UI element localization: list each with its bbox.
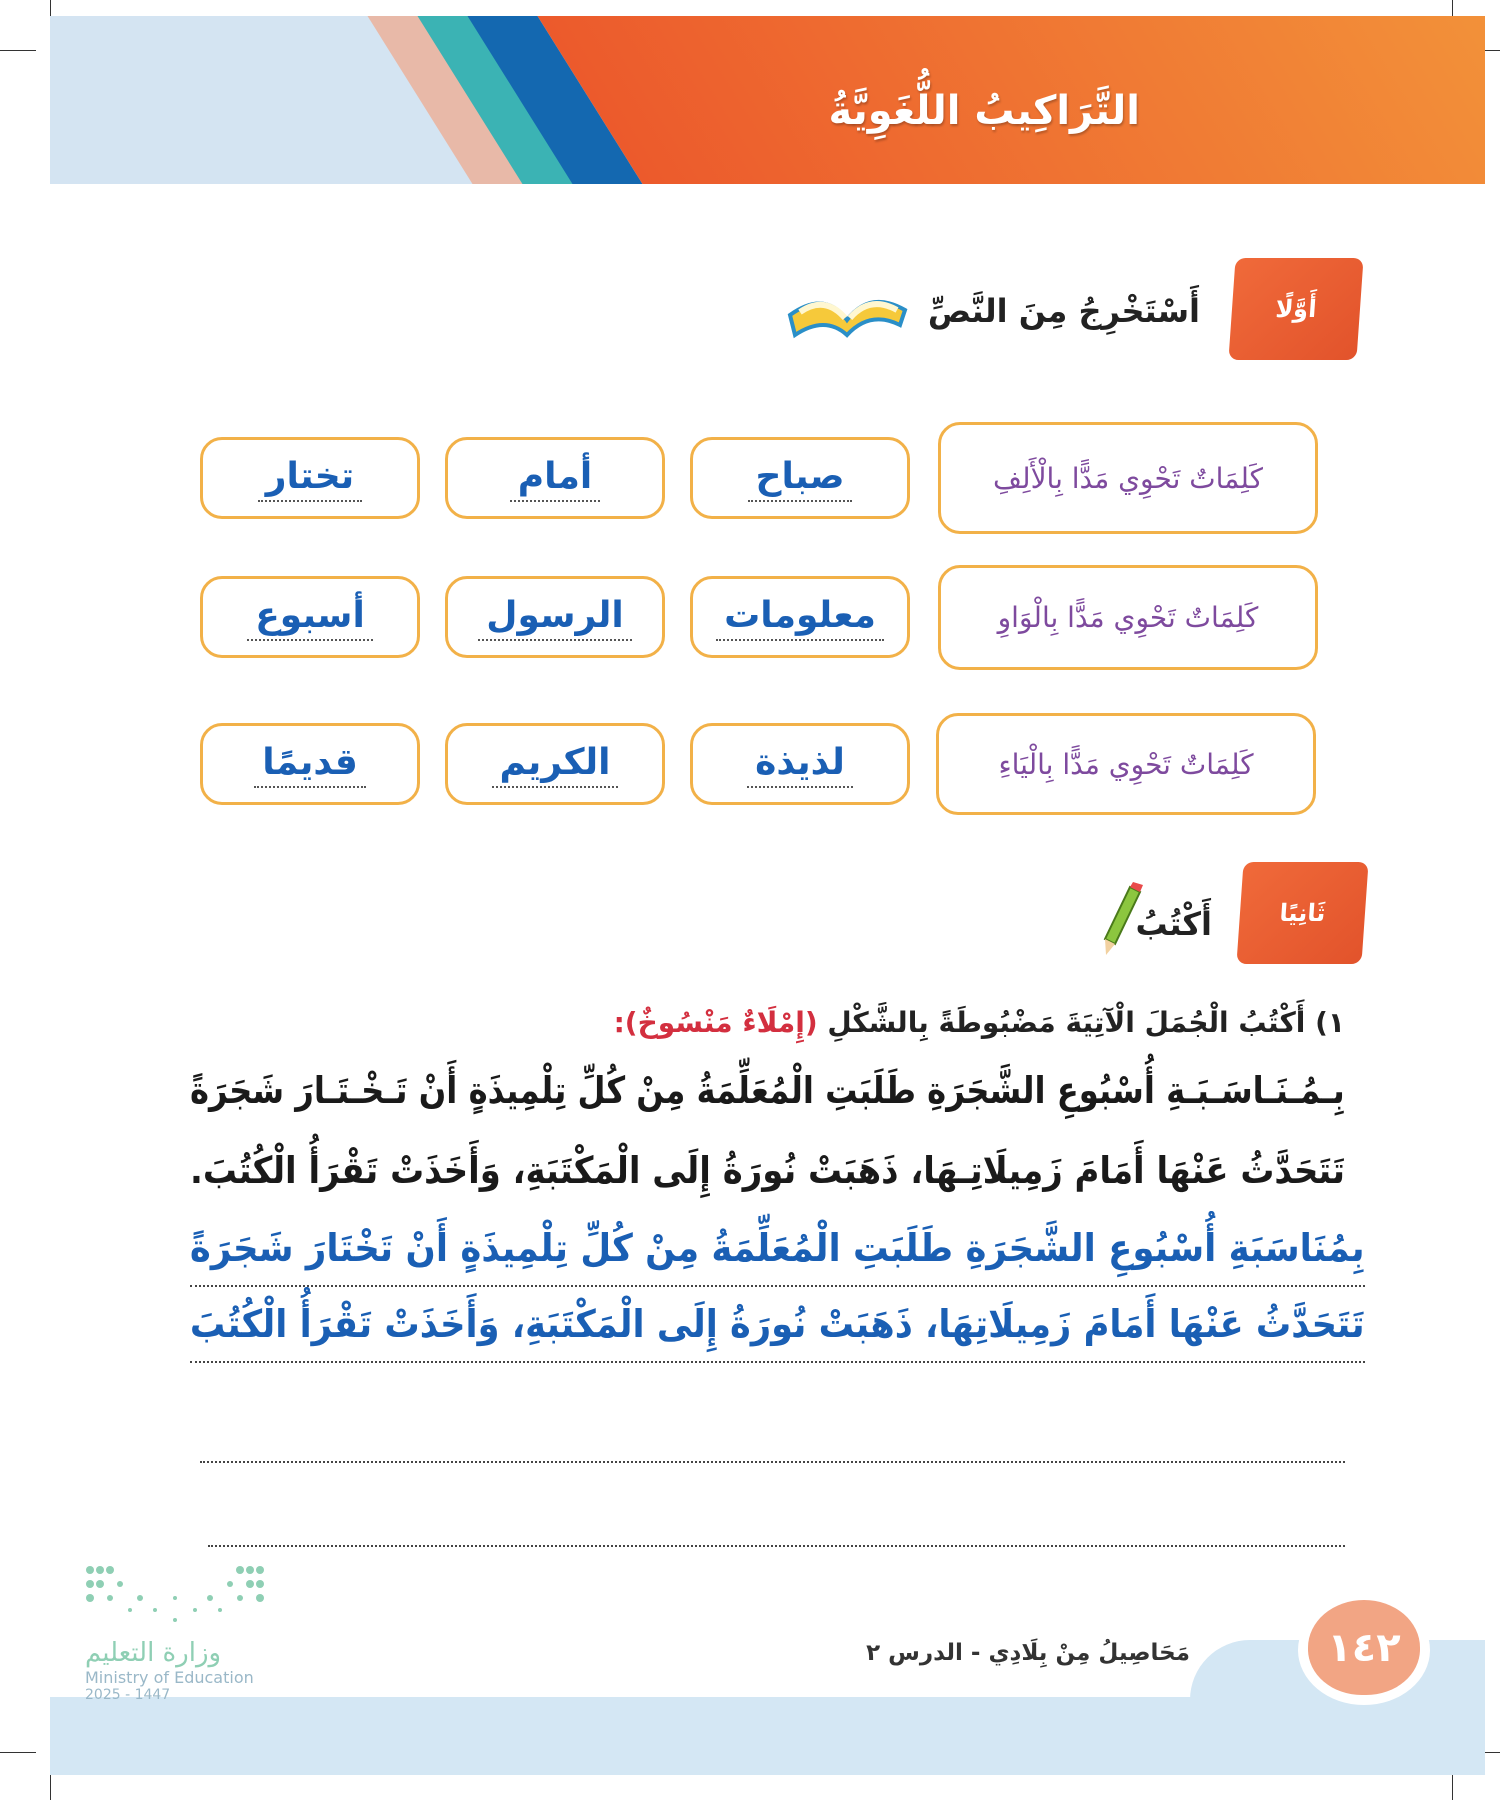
section-title: أَكْتُبُ <box>1135 905 1212 943</box>
blank-writing-line[interactable] <box>208 1545 1345 1547</box>
answer-word[interactable]: تختار <box>258 454 362 502</box>
word-box <box>445 576 665 658</box>
row-label-box <box>938 422 1318 534</box>
row-label: كَلِمَاتٌ تَحْوِي مَدًّا بِالْوَاوِ <box>997 601 1259 634</box>
ministry-english: Ministry of Education <box>85 1668 254 1687</box>
word-box <box>200 437 420 519</box>
section-badge: أَوَّلًا <box>1228 258 1363 360</box>
section-badge: ثَانِيًا <box>1236 862 1368 964</box>
answer-word[interactable]: أسبوع <box>247 593 373 641</box>
ministry-arabic: وزارة التعليم <box>85 1638 222 1668</box>
row-label-box <box>936 713 1316 815</box>
written-line[interactable]: بِمُنَاسَبَةِ أُسْبُوعِ الشَّجَرَةِ طَلَبَتِ الْمُعَلِّمَةُ مِنْ كُلِّ تِلْمِيذَةٍ أَنْ تَخْتَارَ شَجَرَةً <box>190 1226 1365 1270</box>
word-box <box>200 723 420 805</box>
instruction <box>190 995 1365 1051</box>
section-title: أَسْتَخْرِجُ مِنَ النَّصِّ <box>927 292 1200 330</box>
written-line-wrap[interactable] <box>190 1287 1365 1363</box>
word-box <box>445 437 665 519</box>
answer-word[interactable]: لذيذة <box>747 740 853 788</box>
header-banner <box>50 16 1485 184</box>
ministry-dots-icon <box>85 1562 265 1624</box>
written-line-wrap[interactable] <box>190 1211 1365 1287</box>
printed-line: تَتَحَدَّثُ عَنْهَا أَمَامَ زَمِيلَاتِـهَا، ذَهَبَتْ نُورَةُ إِلَى الْمَكْتَبَةِ، وَأَخَذَتْ تَقْرَأُ الْكُتُبَ. <box>190 1149 1345 1192</box>
crop-mark <box>0 1752 36 1753</box>
footer-band <box>50 1697 1485 1775</box>
page-title: التَّرَاكِيبُ اللُّغَوِيَّةُ <box>828 88 1140 134</box>
word-box <box>690 576 910 658</box>
instruction-text: ١) أَكْتُبُ الْجُمَلَ الْآتِيَةَ مَضْبُوطَةً بِالشَّكْلِ <box>827 1006 1345 1039</box>
pencil-icon <box>1100 882 1145 961</box>
answer-word[interactable]: معلومات <box>716 593 884 641</box>
answer-word[interactable]: الكريم <box>492 740 619 788</box>
word-box <box>445 723 665 805</box>
word-box <box>690 437 910 519</box>
row-label-box <box>938 565 1318 670</box>
ministry-year: 2025 - 1447 <box>85 1687 171 1703</box>
instruction-line <box>614 995 1345 1051</box>
row-label: كَلِمَاتٌ تَحْوِي مَدًّا بِالْيَاءِ <box>998 747 1254 781</box>
answer-word[interactable]: الرسول <box>478 593 631 641</box>
word-box <box>200 576 420 658</box>
word-box <box>690 723 910 805</box>
answer-word[interactable]: أمام <box>510 454 601 502</box>
open-book-icon <box>785 280 910 349</box>
answer-word[interactable]: قديمًا <box>254 740 366 788</box>
page-number: ١٤٢ <box>1308 1600 1420 1695</box>
writing-exercise <box>190 995 1365 1547</box>
ministry-logo <box>85 1562 270 1703</box>
answer-word[interactable]: صباح <box>748 454 853 502</box>
printed-line-wrap <box>190 1131 1365 1211</box>
written-line[interactable]: تَتَحَدَّثُ عَنْهَا أَمَامَ زَمِيلَاتِهَا، ذَهَبَتْ نُورَةُ إِلَى الْمَكْتَبَةِ، وَأَخَذَتْ تَقْرَأُ الْكُتُبَ <box>190 1302 1365 1346</box>
printed-line-wrap <box>190 1051 1365 1131</box>
instruction-note: (إِمْلَاءٌ مَنْسُوخٌ): <box>613 1006 818 1039</box>
printed-line: بِـمُـنَـاسَـبَـةِ أُسْبُوعِ الشَّجَرَةِ طَلَبَتِ الْمُعَلِّمَةُ مِنْ كُلِّ تِلْمِيذَةٍ أَنْ تَـخْـتَـارَ شَجَرَةً <box>190 1069 1345 1112</box>
blank-writing-line[interactable] <box>200 1461 1345 1463</box>
lesson-footer: مَحَاصِيلُ مِنْ بِلَادِي - الدرس ٢ <box>866 1640 1190 1666</box>
crop-mark <box>0 50 36 51</box>
row-label: كَلِمَاتٌ تَحْوِي مَدًّا بِالْأَلِفِ <box>993 461 1263 495</box>
